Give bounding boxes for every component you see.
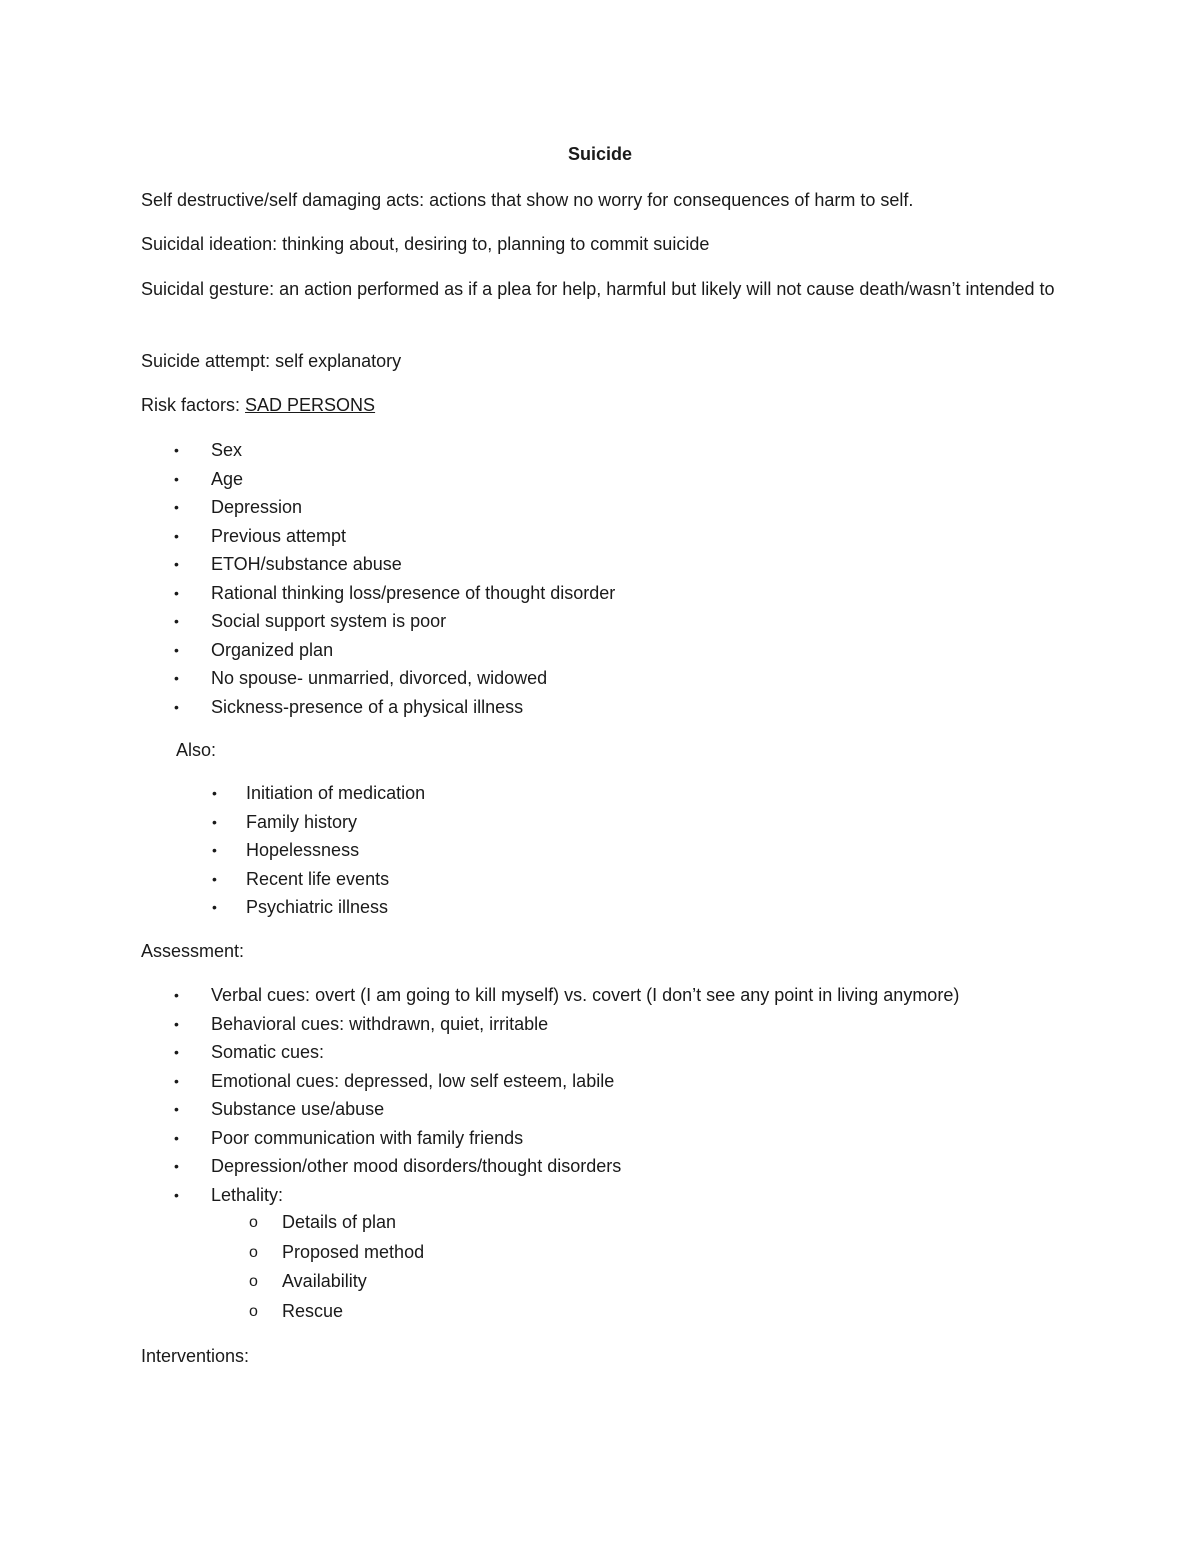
hollow-bullet-icon: o (249, 1214, 258, 1231)
list-item (249, 1238, 425, 1268)
bullet-icon: • (174, 1101, 179, 1117)
list-item-text: Availability (282, 1271, 367, 1291)
list-item (212, 836, 425, 865)
list-item-text: Depression (211, 497, 303, 517)
definition-suicide-attempt: Suicide attempt: self explanatory (141, 351, 402, 371)
bullet-icon: • (174, 698, 179, 715)
list-item (174, 493, 615, 522)
list-item-text: Depression/other mood disorders/thought disorders (211, 1156, 622, 1176)
list-item-text: Details of plan (282, 1212, 397, 1232)
bullet-icon: • (174, 556, 179, 572)
list-item (174, 1152, 959, 1181)
bullet-icon: • (212, 870, 217, 887)
list-item-text: Initiation of medication (246, 783, 426, 803)
list-item-text: Somatic cues: (211, 1042, 325, 1062)
list-item (249, 1208, 424, 1238)
bullet-icon: • (174, 1129, 179, 1146)
list-item-text: Proposed method (282, 1241, 425, 1262)
list-item-text: Family history (246, 811, 358, 832)
list-item (174, 522, 615, 551)
list-item (174, 1038, 959, 1067)
bullet-icon: • (174, 987, 179, 1003)
list-item (212, 779, 426, 808)
definition-suicidal-ideation: Suicidal ideation: thinking about, desiring to, planning to commit suicide (141, 234, 710, 254)
list-item-text: No spouse- unmarried, divorced, widowed (211, 668, 548, 688)
list-item-text: Substance use/abuse (211, 1099, 385, 1119)
bullet-icon: • (174, 641, 179, 658)
bullet-icon: • (212, 899, 217, 915)
bullet-icon: • (174, 470, 179, 487)
interventions-heading: Interventions: (141, 1346, 250, 1366)
list-item (174, 579, 616, 608)
list-item-text: Rational thinking loss/presence of thought disorder (211, 582, 616, 603)
hollow-bullet-icon: o (249, 1302, 258, 1320)
page-title: Suicide (567, 144, 633, 164)
list-item-text: Age (211, 468, 244, 489)
list-item-text: Behavioral cues: withdrawn, quiet, irritable (211, 1013, 549, 1034)
bullet-icon: • (212, 842, 217, 858)
hollow-bullet-icon: o (249, 1273, 258, 1290)
list-item (249, 1267, 424, 1297)
list-item-text: Sex (211, 440, 243, 460)
bullet-icon: • (174, 442, 179, 458)
bullet-icon: • (174, 1186, 179, 1203)
bullet-icon: • (174, 499, 179, 515)
list-item (249, 1297, 424, 1327)
bullet-icon: • (174, 527, 179, 544)
list-item-text: Rescue (282, 1300, 344, 1321)
list-item (174, 693, 615, 722)
list-item (174, 636, 615, 665)
list-item (174, 1010, 959, 1039)
risk-factors-list (174, 436, 616, 721)
list-item (174, 1181, 959, 1210)
bullet-icon: • (174, 670, 179, 686)
list-item (212, 865, 425, 894)
definition-self-destructive: Self destructive/self damaging acts: actions that show no worry for consequences of harm to self. (141, 190, 914, 210)
list-item (174, 1095, 959, 1124)
bullet-icon: • (174, 584, 179, 601)
list-item-text: Psychiatric illness (246, 897, 389, 917)
also-list (212, 779, 426, 922)
risk-factors-heading (141, 391, 1071, 419)
list-item-text: ETOH/substance abuse (211, 554, 402, 574)
list-item-text: Recent life events (246, 868, 390, 889)
risk-factors-label: Risk factors: (141, 395, 246, 415)
also-heading: Also: (176, 740, 217, 760)
assessment-heading: Assessment: (141, 941, 245, 961)
bullet-icon: • (212, 785, 217, 801)
definition-suicidal-gesture: Suicidal gesture: an action performed as if a plea for help, harmful but likely will not cause death/wasn’t intended to (141, 279, 1055, 299)
list-item-text: Poor communication with family friends (211, 1127, 524, 1148)
list-item-text: Sickness-presence of a physical illness (211, 696, 524, 717)
hollow-bullet-icon: o (249, 1243, 258, 1261)
list-item (174, 607, 615, 636)
bullet-icon: • (174, 613, 179, 629)
bullet-icon: • (174, 1015, 179, 1032)
list-item (174, 550, 615, 579)
list-item (174, 981, 960, 1010)
list-item-text: Hopelessness (246, 840, 360, 860)
bullet-icon: • (174, 1072, 179, 1089)
list-item-text: Previous attempt (211, 525, 347, 546)
lethality-sublist (249, 1208, 425, 1326)
bullet-icon: • (212, 813, 217, 830)
list-item (174, 436, 615, 465)
assessment-list (174, 981, 960, 1209)
list-item (174, 465, 615, 494)
list-item (212, 808, 425, 837)
bullet-icon: • (174, 1158, 179, 1174)
bullet-icon: • (174, 1044, 179, 1060)
list-item-text: Lethality: (211, 1184, 284, 1205)
list-item-text: Social support system is poor (211, 611, 447, 631)
list-item-text: Organized plan (211, 639, 334, 660)
list-item-text: Emotional cues: depressed, low self esteem, labile (211, 1070, 615, 1091)
list-item (212, 893, 425, 922)
list-item (174, 664, 615, 693)
list-item (174, 1124, 959, 1153)
risk-factors-mnemonic: SAD PERSONS (245, 395, 376, 415)
list-item-text: Verbal cues: overt (I am going to kill myself) vs. covert (I don’t see any point in living anymore) (211, 985, 960, 1005)
list-item (174, 1067, 959, 1096)
